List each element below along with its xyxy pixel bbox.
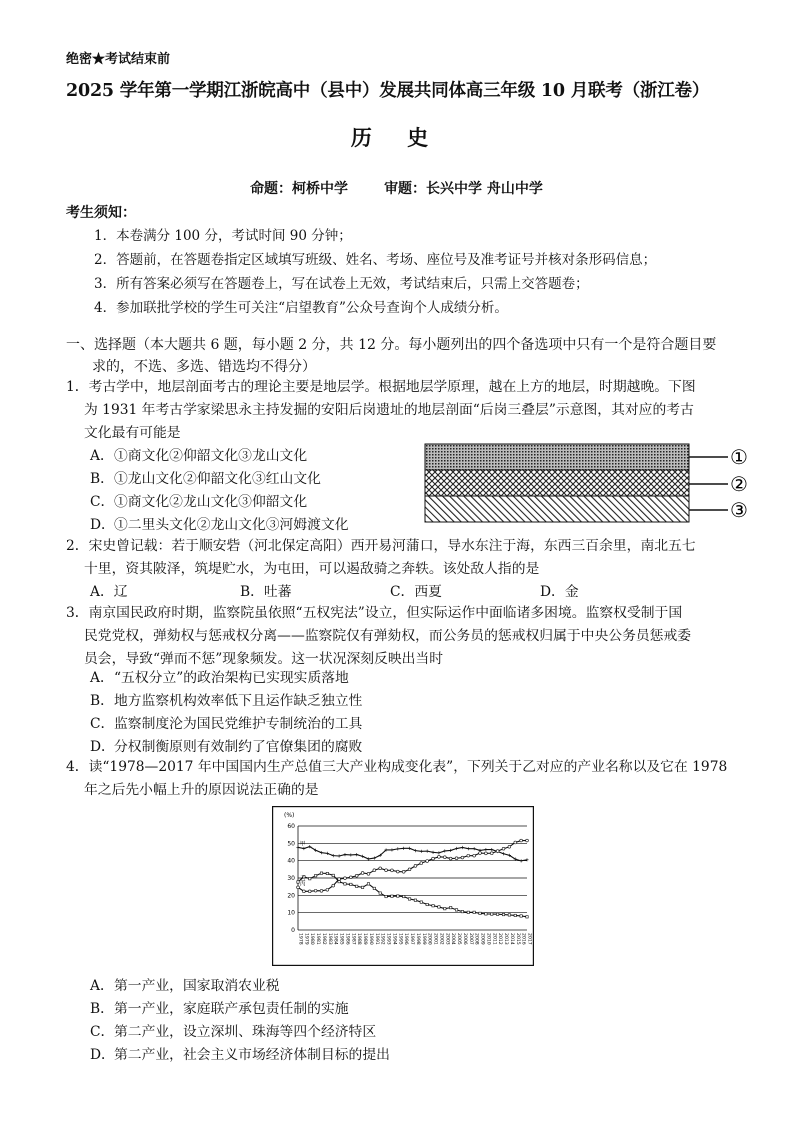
q1-line: 为 1931 年考古学家梁思永主持发掘的安阳后岗遗址的地层剖面“后岗三叠层”示意图，其对应的考古 <box>84 402 694 418</box>
chart-xtick-label: 1990 <box>367 933 373 945</box>
q1-stem <box>66 376 756 445</box>
chart-point <box>320 889 323 892</box>
q3-line: 员会，导致“弹而不惩”现象频发。这一状况深刻反映出当时 <box>84 651 444 667</box>
notice-item: 1．本卷满分 100 分，考试时间 90 分钟； <box>94 228 352 244</box>
chart-point <box>473 854 476 857</box>
industry-structure-chart <box>272 806 534 966</box>
chart-point <box>426 850 429 853</box>
chart-point <box>526 839 529 842</box>
chart-xtick-label: 2015 <box>514 933 520 945</box>
q1-option-b[interactable] <box>90 467 321 487</box>
chart-point <box>502 852 505 855</box>
notice-item: 3．所有答案必须写在答题卷上，写在试卷上无效，考试结束后，只需上交答题卷； <box>94 276 589 292</box>
chart-point <box>326 852 329 855</box>
q2-option-b[interactable]: B．吐蕃 <box>240 584 292 600</box>
chart-xtick-label: 2002 <box>438 933 444 945</box>
chart-point <box>426 903 428 905</box>
chart-point <box>385 869 388 872</box>
chart-point <box>449 849 452 852</box>
chart-point <box>397 895 399 897</box>
chart-xtick-label: 1985 <box>338 933 344 945</box>
option-text: 第一产业，家庭联产承包责任制的实施 <box>114 1001 349 1017</box>
confidential-mark: 绝密★考试结束前 <box>66 52 171 67</box>
chart-ytick-label: 60 <box>287 823 295 830</box>
chart-xtick-label: 2008 <box>473 933 479 945</box>
chart-xtick-label: 1994 <box>391 933 397 945</box>
q2-line: 十里，资其陂泽，筑堤贮水，为屯田，可以遏敌骑之奔轶。该处敌人指的是 <box>84 561 540 577</box>
option-label: A． <box>90 978 114 994</box>
q4-option-b[interactable] <box>90 997 349 1017</box>
q3-option-b[interactable] <box>90 689 362 709</box>
option-text: 分权制衡原则有效制约了官僚集团的腐败 <box>114 739 363 755</box>
chart-point <box>526 916 528 918</box>
chart-point <box>455 857 458 860</box>
chart-point <box>391 869 394 872</box>
stratum-2 <box>425 470 689 496</box>
chart-point <box>361 855 364 858</box>
chart-xtick-label: 1993 <box>385 933 391 945</box>
chart-xtick-label: 2005 <box>456 933 462 945</box>
chart-point <box>502 913 504 915</box>
chart-point <box>479 912 481 914</box>
chart-xtick-label: 2017 <box>526 933 532 945</box>
chart-xtick-label: 1991 <box>373 933 379 945</box>
chart-point <box>467 911 469 913</box>
chart-point <box>461 856 464 859</box>
stratum-label-2: ② <box>730 472 748 496</box>
chart-point <box>431 851 434 854</box>
option-text: ①龙山文化②仰韶文化③红山文化 <box>114 471 321 487</box>
chart-point <box>314 889 317 892</box>
option-text: “五权分立”的政治架构已实现实质落地 <box>114 670 349 686</box>
chart-xtick-label: 1992 <box>379 933 385 945</box>
option-text: ①商文化②仰韶文化③龙山文化 <box>114 448 308 464</box>
chart-xtick-label: 1997 <box>409 933 415 945</box>
chart-point <box>320 872 322 874</box>
option-text: 第一产业，国家取消农业税 <box>114 978 280 994</box>
chart-point <box>437 851 440 854</box>
chart-ytick-label: 40 <box>287 857 295 865</box>
chart-xtick-label: 2010 <box>485 933 491 945</box>
chart-series-label: 乙 <box>300 875 306 882</box>
option-label: C． <box>90 494 115 510</box>
section-line-2: 求的，不选、多选、错选均不得分） <box>92 359 316 375</box>
chart-point <box>367 872 370 875</box>
chart-point <box>332 874 334 876</box>
chart-xtick-label: 2006 <box>461 933 467 945</box>
chart-ytick-label: 30 <box>287 875 295 882</box>
chart-point <box>379 892 381 894</box>
chart-point <box>320 851 323 854</box>
stratum-label-1: ① <box>730 445 748 469</box>
chart-point <box>326 888 329 891</box>
option-text: ①二里头文化②龙山文化③河姆渡文化 <box>114 517 349 533</box>
chart-point <box>449 857 452 860</box>
chart-point <box>373 887 375 889</box>
chart-point <box>432 905 434 907</box>
option-label: B． <box>90 693 114 709</box>
chart-point <box>438 855 441 858</box>
chart-point <box>461 846 464 849</box>
chart-point <box>444 907 446 909</box>
chart-point <box>367 857 370 860</box>
chart-point <box>414 849 417 852</box>
q4-line: 4．读“1978—2017 年中国国内生产总值三大产业构成变化表”，下列关于乙对应的产业名称以及它在 1978 <box>66 759 728 775</box>
chart-point <box>520 839 523 842</box>
chart-point <box>420 850 423 853</box>
q3-line: 3．南京国民政府时期，监察院虽依照“五权宪法”设立，但实际运作中面临诸多困境。监察权受制于国 <box>66 605 683 621</box>
chart-point <box>350 883 352 885</box>
chart-point <box>326 872 328 874</box>
chart-point <box>438 906 440 908</box>
chart-xtick-label: 2012 <box>497 933 503 945</box>
chart-xtick-label: 1996 <box>403 933 409 945</box>
chart-xtick-label: 2016 <box>520 933 526 945</box>
subject-title: 历 史 <box>350 125 443 150</box>
notice-item: 2．答题前，在答题卷指定区域填写班级、姓名、考场、座位号及准考证号并核对条形码信息； <box>94 252 657 268</box>
option-text: 地方监察机构效率低下且运作缺乏独立性 <box>114 693 363 709</box>
chart-point <box>338 878 341 881</box>
stratum-label-3: ③ <box>730 498 748 522</box>
chart-xtick-label: 2004 <box>450 933 456 945</box>
chart-point <box>402 870 405 873</box>
chart-point <box>484 848 487 851</box>
section-line-1: 一、选择题（本大题共 6 题，每小题 2 分，共 12 分。每小题列出的四个备选项中只有一个是符合题目要 <box>66 337 717 353</box>
chart-xtick-label: 1989 <box>362 933 368 945</box>
chart-point <box>496 850 499 853</box>
chart-ylabel: (%) <box>284 812 295 819</box>
q1-line: 1．考古学中，地层剖面考古的理论主要是地层学。根据地层学原理，越在上方的地层，时期越晚。下图 <box>66 379 696 395</box>
chart-series-label: 丙 <box>300 881 306 888</box>
chart-point <box>408 868 411 871</box>
chart-point <box>402 847 405 850</box>
chart-xtick-label: 2014 <box>508 933 514 945</box>
chart-point <box>467 847 470 850</box>
chart-series-line <box>298 841 527 892</box>
chart-point <box>379 867 382 870</box>
q2-option-a[interactable]: A．辽 <box>90 584 128 600</box>
chart-point <box>332 854 335 857</box>
chart-point <box>396 870 399 873</box>
q2-options <box>90 580 690 600</box>
notice-item: 4．参加联批学校的学生可关注“启望教育”公众号查询个人成绩分析。 <box>94 300 508 316</box>
reviewer: 审题：长兴中学 舟山中学 <box>384 181 543 197</box>
chart-point <box>432 857 435 860</box>
chart-point <box>485 913 487 915</box>
option-label: A． <box>90 670 114 686</box>
q3-stem <box>66 602 756 671</box>
chart-xtick-label: 1999 <box>420 933 426 945</box>
chart-point <box>514 914 516 916</box>
chart-xtick-label: 1984 <box>332 933 338 945</box>
option-label: D． <box>90 1047 115 1063</box>
q3-option-a[interactable] <box>90 666 349 686</box>
chart-point <box>373 869 376 872</box>
chart-point <box>332 884 335 887</box>
option-label: C． <box>90 1024 115 1040</box>
chart-point <box>508 914 510 916</box>
chart-point <box>391 895 393 897</box>
chart-xtick-label: 1986 <box>344 933 350 945</box>
chart-point <box>414 899 416 901</box>
stratum-3 <box>425 496 689 522</box>
chart-xtick-label: 1983 <box>326 933 332 945</box>
chart-series-label: 甲 <box>300 841 306 848</box>
chart-point <box>473 911 475 913</box>
chart-point <box>344 877 347 880</box>
option-label: D． <box>90 517 115 533</box>
option-label: A． <box>90 448 114 464</box>
chart-xtick-label: 2007 <box>467 933 473 945</box>
notice-heading: 考生须知： <box>66 205 136 221</box>
q2-stem <box>66 535 756 581</box>
chart-xtick-label: 2009 <box>479 933 485 945</box>
chart-point <box>461 910 463 912</box>
chart-ytick-label: 20 <box>287 892 295 900</box>
chart-xtick-label: 1981 <box>315 933 321 945</box>
chart-point <box>473 847 476 850</box>
q3-option-c[interactable] <box>90 712 362 732</box>
chart-point <box>443 856 446 859</box>
option-label: B． <box>90 1001 114 1017</box>
chart-ytick-label: 50 <box>287 840 295 848</box>
chart-point <box>490 852 493 855</box>
chart-point <box>420 901 422 903</box>
chart-ytick-label: 0 <box>291 927 295 934</box>
chart-xtick-label: 2000 <box>426 933 432 945</box>
chart-point <box>396 847 399 850</box>
chart-xtick-label: 1995 <box>397 933 403 945</box>
chart-point <box>408 847 411 850</box>
section-heading <box>66 334 756 378</box>
option-text: ①商文化②龙山文化③仰韶文化 <box>114 494 308 510</box>
q4-line: 年之后先小幅上升的原因说法正确的是 <box>84 782 319 798</box>
q1-option-d[interactable] <box>90 513 349 533</box>
chart-point <box>343 853 346 856</box>
chart-xtick-label: 2001 <box>432 933 438 945</box>
chart-point <box>297 881 299 883</box>
chart-point <box>449 906 451 908</box>
chart-xtick-label: 2011 <box>491 933 497 945</box>
option-text: 第二产业，设立深圳、珠海等四个经济特区 <box>114 1024 377 1040</box>
chart-ytick-label: 10 <box>287 909 295 917</box>
q4-stem <box>66 756 756 802</box>
chart-point <box>455 847 458 850</box>
chart-point <box>408 898 410 900</box>
chart-xtick-label: 1980 <box>309 933 315 945</box>
chart-xtick-label: 2003 <box>444 933 450 945</box>
chart-point <box>479 852 482 855</box>
chart-point <box>414 864 417 867</box>
q2-line: 2．宋史曾记载：若于顺安砦（河北保定高阳）西开易河蒲口，导水东注于海，东西三百余里，南北五七 <box>66 538 696 554</box>
chart-point <box>402 895 404 897</box>
chart-point <box>390 848 393 851</box>
chart-point <box>355 874 358 877</box>
option-label: B． <box>90 471 114 487</box>
chart-point <box>426 860 429 863</box>
setter: 命题：柯桥中学 <box>250 181 349 197</box>
setters-line <box>0 178 793 198</box>
chart-xtick-label: 1988 <box>356 933 362 945</box>
chart-point <box>491 913 493 915</box>
chart-point <box>361 886 363 888</box>
option-label: C． <box>90 716 115 732</box>
chart-point <box>308 890 311 893</box>
chart-point <box>361 872 364 875</box>
chart-xtick-label: 1987 <box>350 933 356 945</box>
chart-point <box>490 848 493 851</box>
chart-point <box>309 877 311 879</box>
chart-point <box>297 886 300 889</box>
chart-point <box>484 852 487 855</box>
option-text: 监察制度沦为国民党维护专制统治的工具 <box>114 716 363 732</box>
chart-point <box>314 875 316 877</box>
q4-option-a[interactable] <box>90 974 280 994</box>
chart-point <box>467 854 470 857</box>
chart-xtick-label: 1998 <box>414 933 420 945</box>
chart-point <box>349 876 352 879</box>
chart-point <box>443 849 446 852</box>
q3-line: 民党党权，弹劾权与惩戒权分离——监察院仅有弹劾权，而公务员的惩戒权归属于中央公务员惩戒委 <box>84 628 692 644</box>
chart-point <box>502 847 505 850</box>
chart-point <box>514 841 517 844</box>
chart-xtick-label: 2013 <box>503 933 509 945</box>
chart-xtick-label: 1978 <box>297 933 303 945</box>
q1-option-a[interactable] <box>90 444 307 464</box>
chart-point <box>349 853 352 856</box>
q1-line: 文化最有可能是 <box>84 425 181 441</box>
chart-point <box>344 883 346 885</box>
exam-title: 2025 学年第一学期江浙皖高中（县中）发展共同体高三年级 10 月联考（浙江卷） <box>66 81 710 101</box>
chart-point <box>338 854 341 857</box>
option-text: 第二产业，社会主义市场经济体制目标的提出 <box>114 1047 390 1063</box>
chart-point <box>520 859 523 862</box>
q2-option-d[interactable]: D．金 <box>540 584 579 600</box>
chart-point <box>508 845 511 848</box>
stratum-1 <box>425 444 689 470</box>
q2-option-c[interactable]: C．西夏 <box>390 584 442 600</box>
chart-point <box>302 847 305 850</box>
strata-diagram <box>423 442 763 527</box>
q3-option-d[interactable] <box>90 735 362 755</box>
chart-point <box>356 885 358 887</box>
chart-point <box>355 853 358 856</box>
chart-point <box>385 895 387 897</box>
q4-option-d[interactable] <box>90 1043 390 1063</box>
chart-point <box>367 883 369 885</box>
q1-option-c[interactable] <box>90 490 307 510</box>
chart-point <box>302 890 305 893</box>
option-label: D． <box>90 739 115 755</box>
chart-xtick-label: 1979 <box>303 933 309 945</box>
chart-xtick-label: 1982 <box>320 933 326 945</box>
chart-point <box>455 909 457 911</box>
q4-option-c[interactable] <box>90 1020 376 1040</box>
chart-point <box>420 862 423 865</box>
chart-point <box>496 913 498 915</box>
chart-point <box>520 915 522 917</box>
